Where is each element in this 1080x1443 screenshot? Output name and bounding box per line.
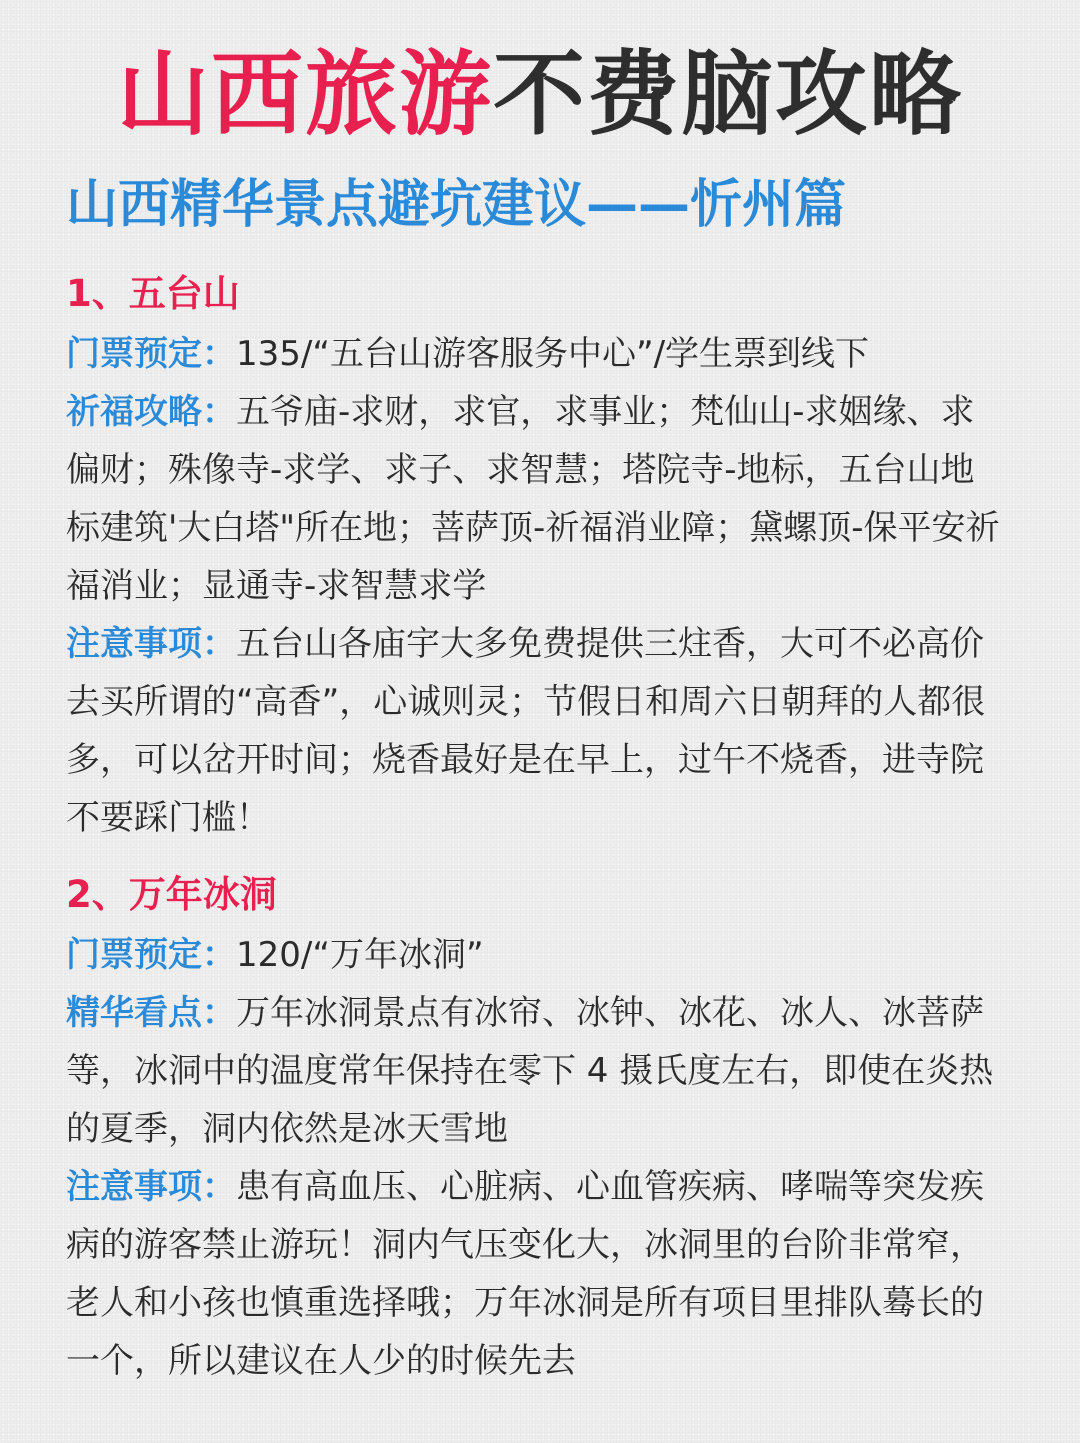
section-title: 2、万年冰洞 [66, 873, 277, 916]
ticket-label: 门票预定： [66, 334, 236, 374]
ticket-info [66, 325, 1006, 383]
content-body [66, 266, 1006, 1390]
title-rest: 不费脑攻略 [493, 41, 964, 148]
notes-label: 注意事项： [66, 624, 236, 664]
page-title [0, 40, 1080, 150]
highlights [66, 984, 1006, 1158]
notes [66, 615, 1006, 847]
highlights-text: 万年冰洞景点有冰帘、冰钟、冰花、冰人、冰菩萨等，冰洞中的温度常年保持在零下 4 摄氏度左右，即使在炎热的夏季，洞内依然是冰天雪地 [66, 993, 994, 1149]
title-highlight: 山西旅游 [116, 41, 493, 148]
section-title: 1、五台山 [66, 272, 240, 315]
ticket-label: 门票预定： [66, 935, 236, 975]
section-wutaishan [66, 266, 1006, 847]
page-subtitle: 山西精华景点避坑建议——忻州篇 [66, 175, 847, 235]
highlights-label: 精华看点： [66, 993, 236, 1033]
prayer-text: 五爷庙-求财，求官，求事业；梵仙山-求姻缘、求偏财；殊像寺-求学、求子、求智慧；塔院寺-地标，五台山地标建筑'大白塔"所在地；菩萨顶-祈福消业障；黛螺顶-保平安祈福消业；显通寺-求智慧求学 [66, 392, 1000, 606]
prayer-label: 祈福攻略： [66, 392, 236, 432]
prayer-guide [66, 383, 1006, 615]
ticket-info [66, 926, 1006, 984]
notes [66, 1158, 1006, 1390]
section-ice-cave [66, 867, 1006, 1390]
notes-text: 患有高血压、心脏病、心血管疾病、哮喘等突发疾病的游客禁止游玩！洞内气压变化大，冰洞里的台阶非常窄，老人和小孩也慎重选择哦；万年冰洞是所有项目里排队蓦长的一个，所以建议在人少的时候先去 [66, 1167, 984, 1381]
notes-text: 五台山各庙宇大多免费提供三炷香，大可不必高价去买所谓的“高香”，心诚则灵；节假日和周六日朝拜的人都很多，可以岔开时间；烧香最好是在早上，过午不烧香，进寺院不要踩门槛！ [66, 624, 986, 838]
ticket-text: 120/“万年冰洞” [236, 935, 484, 975]
notes-label: 注意事项： [66, 1167, 236, 1207]
ticket-text: 135/“五台山游客服务中心”/学生票到线下 [236, 334, 870, 374]
